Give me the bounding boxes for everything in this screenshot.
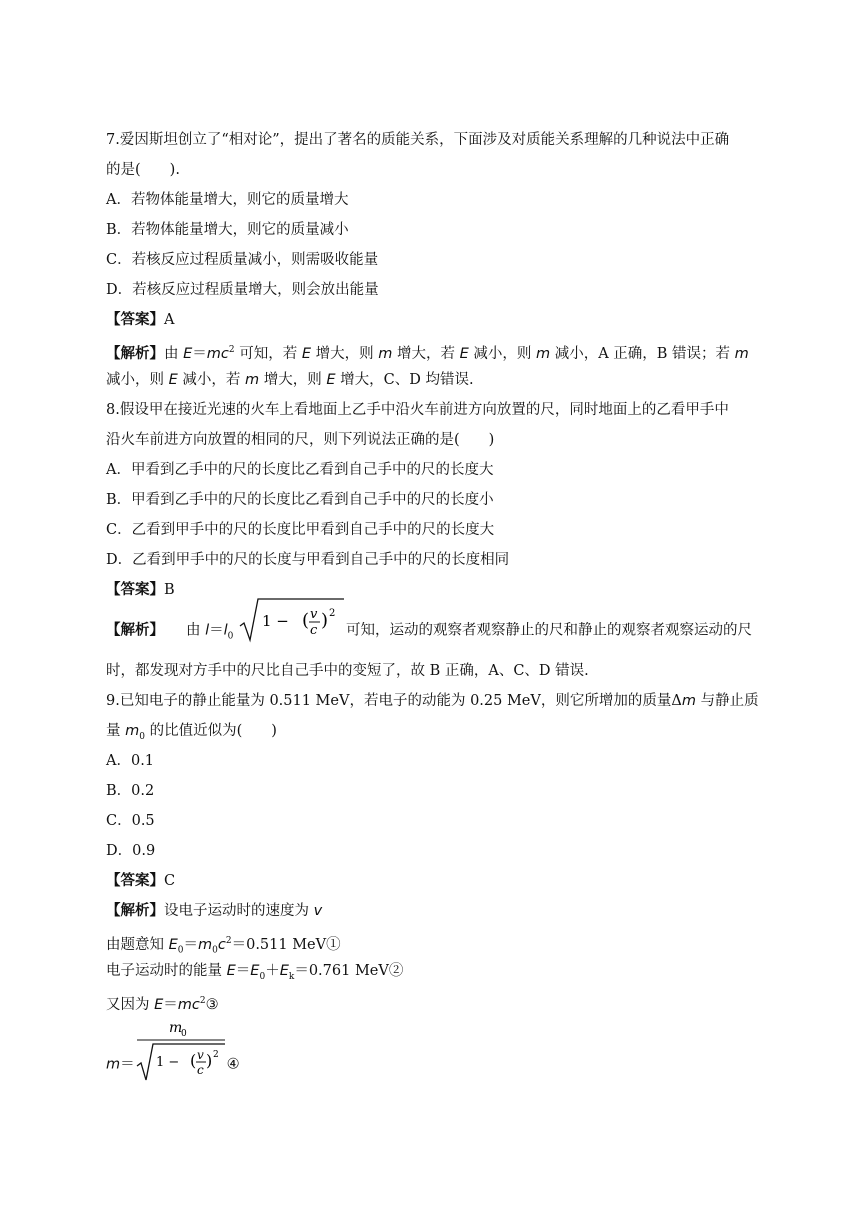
q9-option-d: D．0.9 (106, 843, 156, 859)
q7-option-d: D．若核反应过程质量增大，则会放出能量 (106, 282, 379, 298)
analysis-label: 【解析】 (106, 621, 164, 639)
answer-value: A (164, 312, 175, 328)
analysis-label: 【解析】 (106, 902, 164, 919)
answer-value: C (164, 873, 176, 889)
q8-stem-line2: 沿火车前进方向放置的相同的尺，则下列说法正确的是( ) (106, 432, 495, 448)
q9-stem-line1: 9.已知电子的静止能量为 0.511 MeV，若电子的动能为 0.25 MeV，则它所增加的质量Δm 与静止质 (106, 693, 759, 709)
formula-v: v (196, 1048, 204, 1062)
answer-label: 【答案】 (106, 311, 164, 328)
analysis-label: 【解析】 (106, 344, 164, 362)
formula-m0-sub: 0 (180, 1029, 187, 1039)
q9-analysis-line3: 电子运动时的能量 $E=E_0+E_k=0.761$ MeV② (106, 963, 404, 982)
q8-analysis-line1: 【解析】 由 $l=l_0$ 1 − ( v c ) 2 可知，运动的观察者观察静止的尺和静止的观察者观察运动的尺 (106, 596, 752, 646)
q9-option-b: B．0.2 (106, 783, 155, 799)
q7-stem-line2: 的是( ). (106, 162, 180, 178)
q7-option-c: C．若核反应过程质量减小，则需吸收能量 (106, 252, 379, 268)
formula-m0: m (168, 1020, 182, 1036)
svg-text:): ) (321, 610, 329, 631)
q8-analysis-line2: 时，都发现对方手中的尺比自己手中的变短了，故 B 正确，A、C、D 错误. (106, 663, 589, 679)
q7-analysis-line2: 减小，则 E 减小，若 m 增大，则 E 增大，C、D 均错误. (106, 372, 474, 388)
formula-square: 2 (329, 608, 336, 619)
q8-option-b: B．甲看到乙手中的尺的长度比乙看到自己手中的尺的长度小 (106, 492, 494, 508)
formula-c: c (310, 623, 318, 638)
q9-option-a: A．0.1 (106, 753, 155, 769)
svg-text:): ) (205, 1051, 212, 1070)
answer-label: 【答案】 (106, 872, 164, 889)
formula-c: c (196, 1063, 204, 1077)
q9-analysis-line4: 又因为 $E=mc^2③$ (106, 996, 219, 1013)
q9-answer (106, 871, 175, 891)
q7-stem-line1: 7.爱因斯坦创立了“相对论”，提出了著名的质能关系，下面涉及对质能关系理解的几种说法中正确 (106, 132, 730, 148)
q9-analysis-line1: 【解析】设电子运动时的速度为 v (106, 902, 323, 919)
relativistic-mass-formula (135, 1018, 227, 1111)
q9-option-c: C．0.5 (106, 813, 155, 829)
q7-option-a: A．若物体能量增大，则它的质量增大 (106, 192, 349, 208)
q7-answer (106, 310, 174, 330)
q7-option-b: B．若物体能量增大，则它的质量减小 (106, 222, 349, 238)
formula-v: v (310, 607, 318, 622)
formula-square: 2 (212, 1050, 219, 1060)
svg-text:(: ( (302, 610, 310, 631)
answer-value: B (164, 582, 175, 598)
answer-label: 【答案】 (106, 581, 164, 598)
formula-one-minus: 1 − (155, 1055, 179, 1070)
q8-option-a: A．甲看到乙手中的尺的长度比乙看到自己手中的尺的长度大 (106, 462, 494, 478)
formula-one-minus: 1 − (262, 612, 289, 630)
q9-analysis-line5: m＝ m 0 1 − ( v c ) 2 ④ (106, 1018, 240, 1084)
q8-option-d: D．乙看到甲手中的尺的长度与甲看到自己手中的尺的长度相同 (106, 552, 510, 568)
q8-stem-line1: 8.假设甲在接近光速的火车上看地面上乙手中沿火车前进方向放置的尺，同时地面上的乙看甲手中 (106, 402, 729, 418)
q9-analysis-line2: 由题意知 $E_0=m_0c^2=0.511$ MeV① (106, 936, 341, 956)
q9-stem-line2: 量 $m_0$ 的比值近似为( ) (106, 723, 277, 742)
length-contraction-formula (238, 596, 346, 665)
svg-text:(: ( (189, 1051, 196, 1070)
q8-option-c: C．乙看到甲手中的尺的长度比甲看到自己手中的尺的长度大 (106, 522, 495, 538)
q7-analysis-line1: 【解析】由 $E=mc^2$ 可知，若 E 增大，则 m 增大，若 E 减小，则 m 减小，A 正确，B 错误；若 m (106, 344, 749, 362)
